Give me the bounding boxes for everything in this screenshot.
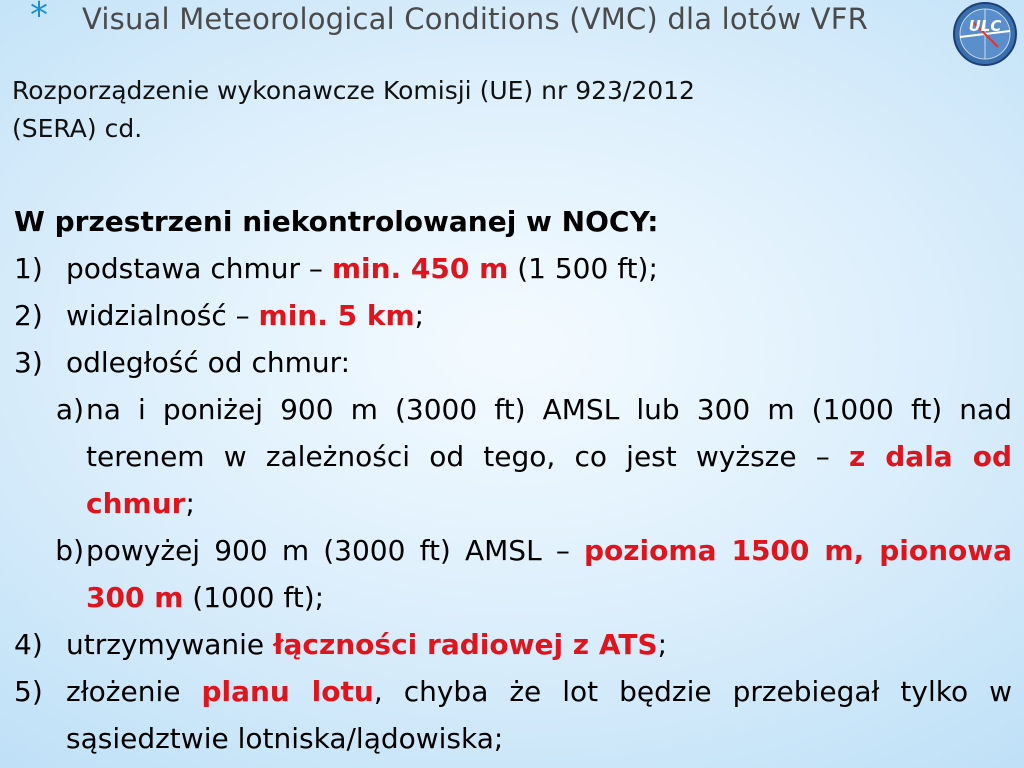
ulc-logo-icon	[952, 1, 1018, 67]
item-number: 4)	[14, 628, 43, 661]
list-item	[14, 292, 1012, 339]
item-number: 5)	[14, 675, 43, 708]
title-bullet: *	[30, 0, 48, 36]
item-text: złożenie	[66, 675, 202, 708]
item-highlight: łączności radiowej z ATS	[273, 628, 658, 661]
item-text: utrzymywanie	[66, 628, 274, 661]
list-item	[14, 621, 1012, 668]
section-heading: W przestrzeni niekontrolowanej w NOCY:	[14, 205, 659, 238]
sub-item-text: na i poniżej 900 m (3000 ft) AMSL lub 300 m (1000 ft) nad terenem w zależności od tego, co jest wyższe –	[86, 393, 1012, 473]
item-highlight: min. 5 km	[258, 299, 415, 332]
item-text: odległość od chmur:	[66, 346, 351, 379]
list-item	[14, 339, 1012, 386]
list-item	[14, 668, 1012, 762]
sub-item-text-end: (1000 ft);	[183, 581, 325, 614]
sub-item-highlight: pozioma 1500 m, pionowa 300 m	[86, 534, 1013, 614]
slide-title: Visual Meteorological Conditions (VMC) dla lotów VFR	[82, 2, 868, 36]
item-number: 3)	[14, 346, 43, 379]
slide-header	[0, 0, 1024, 58]
item-text: podstawa chmur –	[66, 252, 332, 285]
sub-item-text-end: ;	[185, 487, 195, 520]
subtitle-line-2: (SERA) cd.	[12, 114, 143, 143]
list-item	[14, 245, 1012, 292]
item-highlight: planu lotu	[201, 675, 374, 708]
sub-item-letter: b)	[55, 534, 84, 567]
item-number: 1)	[14, 252, 43, 285]
item-text-end: ;	[414, 299, 425, 332]
item-highlight: min. 450 m	[331, 252, 509, 285]
regulation-subtitle	[12, 72, 952, 148]
item-text-end: , chyba że lot będzie przebiegał tylko w sąsiedztwie lotniska/lądowiska;	[66, 675, 1012, 755]
item-text: widzialność –	[66, 299, 259, 332]
sub-item-text: powyżej 900 m (3000 ft) AMSL –	[86, 534, 584, 567]
sub-item-highlight: z dala od chmur	[86, 440, 1012, 520]
sub-list-item	[14, 527, 1012, 621]
subtitle-line-1: Rozporządzenie wykonawcze Komisji (UE) nr 923/2012	[12, 76, 695, 105]
logo-text: ULC	[968, 17, 1002, 35]
slide-content	[14, 198, 1012, 762]
sub-list-item	[14, 386, 1012, 527]
item-text-end: ;	[657, 628, 668, 661]
item-text-end: (1 500 ft);	[508, 252, 658, 285]
sub-item-letter: a)	[55, 393, 84, 426]
item-number: 2)	[14, 299, 43, 332]
